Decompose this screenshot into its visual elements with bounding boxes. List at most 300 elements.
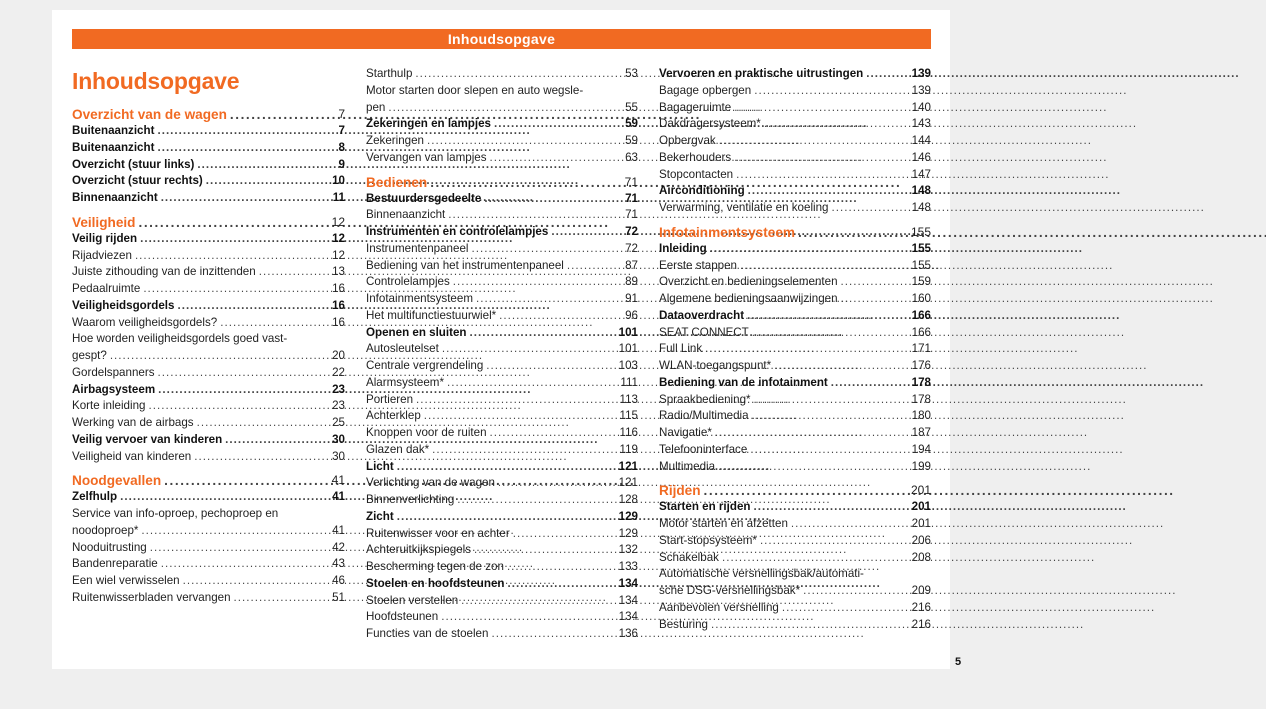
dot-leader (157, 123, 318, 140)
toc-page-number: 194 (911, 442, 931, 456)
toc-page-number: 155 (911, 241, 931, 255)
dot-leader (715, 425, 904, 442)
toc-entry[interactable] (366, 492, 638, 509)
toc-chapter[interactable] (659, 499, 931, 516)
toc-entry[interactable] (72, 556, 345, 573)
toc-entry-label: Start-stopsysteem* (659, 533, 757, 547)
toc-entry-label: Waarom veiligheidsgordels? (72, 315, 218, 329)
toc-page-number: 72 (625, 241, 638, 255)
toc-page-number: 178 (911, 392, 931, 406)
toc-page-number: 23 (332, 382, 345, 396)
toc-chapter[interactable] (72, 123, 345, 140)
toc-entry-label: Stoelen en hoofdsteunen (366, 576, 505, 590)
toc-entry[interactable] (659, 274, 931, 291)
dot-leader (734, 150, 904, 167)
toc-page-number: 139 (911, 83, 931, 97)
toc-section[interactable] (72, 106, 345, 123)
dot-leader (710, 241, 904, 258)
toc-entry-label: Ruitenwisserbladen vervangen (72, 590, 231, 604)
toc-entry[interactable] (659, 167, 931, 184)
toc-page-number: 7 (338, 124, 345, 137)
toc-page-number: 63 (625, 150, 638, 164)
toc-entry-label: Werking van de airbags (72, 416, 194, 429)
toc-entry-label: Veiligheidsgordels (72, 298, 175, 312)
toc-entry-label: Veiligheid van kinderen (72, 449, 192, 463)
toc-entry-label: Airconditioning (659, 184, 745, 198)
toc-entry[interactable] (659, 425, 931, 442)
dot-leader (427, 133, 611, 150)
dot-leader (447, 375, 611, 392)
dot-leader (736, 167, 904, 184)
toc-entry-label: Buitenaanzicht (72, 124, 155, 137)
dot-leader (718, 459, 904, 476)
dot-leader (774, 358, 904, 375)
toc-entry-label: Bekerhouders (659, 150, 732, 164)
toc-page-number: 103 (618, 359, 638, 372)
toc-entry-label: Buitenaanzicht (72, 140, 155, 154)
toc-entry-label: Overzicht (stuur rechts) (72, 174, 203, 188)
dot-leader (141, 523, 318, 540)
toc-column-1 (72, 106, 345, 607)
dot-leader (138, 214, 318, 231)
toc-entry[interactable] (72, 398, 345, 415)
toc-entry-label: Portieren (366, 392, 414, 406)
toc-entry-label: Pedaalruimte (72, 282, 141, 295)
toc-entry[interactable] (366, 241, 638, 258)
toc-page-number: 146 (911, 150, 931, 164)
toc-page-number: 180 (911, 409, 931, 423)
toc-page-number: 208 (911, 550, 931, 564)
dot-leader (722, 550, 904, 567)
toc-entry-label: Rijadviezen (72, 248, 132, 262)
dot-leader (259, 264, 318, 281)
toc-entry[interactable] (659, 617, 931, 634)
toc-entry-label: Glazen dak* (366, 442, 430, 456)
dot-leader (397, 459, 611, 476)
dot-leader (234, 590, 318, 607)
toc-page-number: 201 (911, 517, 931, 530)
toc-section[interactable] (659, 224, 931, 241)
toc-page-number: 216 (911, 600, 931, 614)
toc-entry[interactable] (659, 358, 931, 375)
toc-entry[interactable] (366, 274, 638, 291)
toc-entry[interactable] (659, 133, 931, 150)
toc-page-number: 16 (332, 282, 345, 295)
toc-entry-label: Inleiding (659, 241, 707, 255)
dot-leader (841, 291, 904, 308)
dot-leader (866, 66, 904, 83)
toc-entry-label: Controlelampjes (366, 275, 450, 289)
toc-page-number: 129 (618, 526, 638, 540)
dot-leader (513, 526, 611, 543)
toc-page-number: 72 (625, 225, 638, 238)
toc-entry-label: Bescherming tegen de zon (366, 560, 504, 573)
toc-entry[interactable] (659, 83, 931, 100)
toc-chapter[interactable] (72, 489, 345, 506)
toc-entry-line[interactable] (659, 566, 931, 583)
toc-entry-label: Opbergvak (659, 134, 716, 147)
dot-leader (183, 573, 318, 590)
toc-entry[interactable] (659, 291, 931, 308)
toc-entry[interactable] (72, 415, 345, 432)
toc-chapter[interactable] (659, 183, 931, 200)
dot-leader (754, 83, 904, 100)
toc-entry[interactable] (366, 258, 638, 275)
toc-entry-label: Radio/Multimedia (659, 409, 749, 423)
toc-page-number: 11 (332, 191, 345, 204)
toc-chapter[interactable] (72, 231, 345, 248)
dot-leader (750, 442, 904, 459)
toc-entry-label: Alarmsysteem* (366, 375, 444, 389)
toc-entry[interactable] (366, 559, 638, 576)
toc-chapter[interactable] (72, 140, 345, 157)
toc-page-number: 43 (332, 557, 345, 571)
toc-entry[interactable] (659, 116, 931, 133)
toc-chapter[interactable] (72, 382, 345, 399)
toc-entry-label: Bagageruimte (659, 100, 732, 114)
toc-chapter[interactable] (366, 325, 638, 342)
toc-entry-label: Zekeringen en lampjes (366, 117, 492, 131)
dot-leader (397, 509, 611, 526)
dot-leader (748, 183, 904, 200)
toc-entry[interactable] (659, 325, 931, 342)
toc-page-number: 22 (332, 365, 345, 379)
toc-section[interactable] (366, 174, 638, 191)
toc-entry[interactable] (659, 516, 931, 533)
toc-entry[interactable] (659, 258, 931, 275)
toc-page-number: 155 (910, 224, 931, 239)
dot-leader (143, 281, 318, 298)
toc-entry-label: Bedienen (366, 174, 428, 190)
toc-entry-label: Besturing (659, 617, 708, 631)
dot-leader (158, 365, 319, 382)
toc-entry[interactable] (366, 100, 638, 117)
toc-page-number: 41 (332, 490, 345, 504)
toc-entry[interactable] (72, 315, 345, 332)
toc-entry-label: Aanbevolen versnelling (659, 600, 779, 614)
toc-entry[interactable] (366, 542, 638, 559)
toc-page-number: 136 (618, 627, 638, 640)
toc-entry-label: Bediening van de infotainment (659, 375, 828, 389)
toc-page-number: 101 (618, 325, 638, 339)
dot-leader (752, 408, 904, 425)
dot-leader (507, 559, 611, 576)
toc-page-number: 128 (618, 493, 638, 506)
toc-entry-label: Infotainmentsysteem (659, 224, 795, 240)
toc-section[interactable] (72, 214, 345, 231)
header-bar (72, 29, 931, 49)
toc-entry[interactable] (659, 408, 931, 425)
toc-entry-label: Functies van de stoelen (366, 627, 489, 640)
toc-chapter[interactable] (366, 509, 638, 526)
toc-page-number: 134 (618, 593, 638, 607)
toc-entry[interactable] (366, 475, 638, 492)
toc-page-number: 13 (332, 265, 345, 279)
toc-entry[interactable] (659, 600, 931, 617)
dot-leader (448, 207, 611, 224)
toc-chapter[interactable] (366, 191, 638, 208)
toc-page-number: 134 (618, 576, 638, 590)
toc-chapter[interactable] (659, 241, 931, 258)
toc-entry[interactable] (72, 590, 345, 607)
toc-entry-label: Hoe worden veiligheidsgordels goed vast- (72, 332, 288, 346)
toc-page-number: 159 (911, 275, 931, 289)
toc-chapter[interactable] (366, 576, 638, 593)
toc-page-number: 139 (911, 67, 931, 80)
toc-entry-label: Service van info-oproep, pechoproep en (72, 507, 279, 520)
toc-page-number: 148 (911, 201, 931, 214)
toc-page-number: 41 (332, 523, 345, 537)
toc-entry[interactable] (366, 150, 638, 167)
toc-entry-label: Binnenaanzicht (72, 191, 158, 204)
page-title: Inhoudsopgave (72, 68, 240, 94)
dot-leader (194, 449, 318, 466)
toc-page-number: 71 (624, 174, 638, 189)
toc-page-number: 187 (911, 426, 931, 439)
toc-page-number: 178 (911, 375, 931, 389)
toc-page-number: 20 (332, 349, 345, 362)
toc-section[interactable] (659, 482, 931, 499)
toc-entry[interactable] (366, 425, 638, 442)
toc-entry[interactable] (72, 248, 345, 265)
toc-entry-label: Veiligheid (72, 214, 136, 230)
toc-entry-label: Vervoeren en praktische uitrustingen (659, 67, 864, 80)
dot-leader (476, 291, 611, 308)
dot-leader (494, 116, 611, 133)
dot-leader (453, 274, 611, 291)
toc-page-number: 59 (625, 134, 638, 147)
toc-page-number: 121 (618, 476, 638, 490)
toc-entry-label: sche DSG-versnellingsbak* (659, 584, 801, 597)
dot-leader (161, 190, 318, 207)
toc-entry[interactable] (72, 348, 345, 365)
toc-entry[interactable] (659, 341, 931, 358)
toc-page-number: 147 (911, 167, 931, 181)
toc-entry[interactable] (72, 281, 345, 298)
toc-entry-label: WLAN-toegangspunt* (659, 359, 772, 372)
dot-leader (734, 100, 904, 117)
toc-entry-label: Noodgevallen (72, 473, 162, 489)
toc-page-number: 12 (332, 248, 345, 262)
toc-page-number: 121 (618, 459, 638, 473)
toc-chapter[interactable] (72, 432, 345, 449)
dot-leader (120, 489, 318, 506)
toc-entry[interactable] (72, 264, 345, 281)
toc-entry-label: Starten en rijden (659, 500, 751, 514)
toc-page-number: 53 (625, 67, 638, 80)
toc-entry[interactable] (659, 533, 931, 550)
dot-leader (110, 348, 318, 365)
toc-entry-line[interactable] (366, 83, 638, 100)
toc-page-number: 113 (619, 392, 638, 406)
toc-entry[interactable] (366, 408, 638, 425)
dot-leader (148, 398, 318, 415)
toc-chapter[interactable] (366, 116, 638, 133)
toc-page-number: 132 (618, 543, 638, 557)
toc-entry[interactable] (366, 626, 638, 643)
toc-page-number: 16 (332, 298, 345, 312)
toc-entry[interactable] (366, 308, 638, 325)
toc-entry[interactable] (659, 200, 931, 217)
dot-leader (567, 258, 611, 275)
toc-entry[interactable] (659, 442, 931, 459)
toc-entry-label: Achterklep (366, 409, 421, 423)
dot-leader (711, 617, 904, 634)
toc-entry-label: Full Link (659, 342, 703, 356)
toc-page-number: 7 (338, 107, 345, 121)
toc-entry[interactable] (366, 207, 638, 224)
toc-page-number: 46 (332, 574, 345, 587)
toc-entry[interactable] (72, 573, 345, 590)
toc-column-3 (659, 66, 931, 633)
toc-page-number: 166 (911, 325, 931, 339)
dot-leader (753, 499, 904, 516)
toc-chapter[interactable] (72, 157, 345, 174)
dot-leader (719, 133, 904, 150)
toc-page-number: 96 (625, 308, 638, 322)
dot-leader (484, 191, 611, 208)
toc-entry-label: Nooduitrusting (72, 540, 147, 554)
toc-entry[interactable] (366, 609, 638, 626)
toc-chapter[interactable] (366, 224, 638, 241)
toc-page-number: 129 (618, 509, 638, 523)
dot-leader (157, 140, 318, 157)
dot-leader (782, 600, 904, 617)
toc-entry[interactable] (366, 133, 638, 150)
toc-entry-label: Binnenaanzicht (366, 208, 446, 222)
toc-page-number: 10 (332, 174, 345, 188)
dot-leader (747, 308, 904, 325)
toc-entry[interactable] (72, 523, 345, 540)
toc-entry-label: Stopcontacten (659, 167, 734, 181)
toc-entry[interactable] (366, 392, 638, 409)
toc-entry-label: Korte inleiding (72, 399, 146, 413)
toc-page-number: 133 (618, 560, 638, 573)
toc-page-number: 71 (625, 191, 638, 205)
toc-entry-label: Verwarming, ventilatie en koeling (659, 201, 829, 214)
toc-chapter[interactable] (72, 173, 345, 190)
toc-entry[interactable] (366, 375, 638, 392)
toc-entry-label: noodoproep* (72, 523, 139, 537)
toc-page-number: 206 (911, 533, 931, 547)
dot-leader (498, 475, 611, 492)
toc-entry-label: Veilig vervoer van kinderen (72, 432, 223, 446)
toc-page-number: 134 (618, 610, 638, 624)
dot-leader (486, 358, 611, 375)
toc-entry-label: Binnenverlichting (366, 493, 455, 506)
toc-entry[interactable] (659, 100, 931, 117)
dot-leader (791, 516, 904, 533)
toc-entry-label: Openen en sluiten (366, 325, 467, 339)
toc-entry[interactable] (659, 583, 931, 600)
toc-entry[interactable] (72, 365, 345, 382)
toc-entry[interactable] (366, 442, 638, 459)
toc-entry[interactable] (659, 550, 931, 567)
toc-entry[interactable] (72, 449, 345, 466)
toc-entry-label: Schakelbak (659, 550, 719, 564)
toc-page-number: 143 (911, 117, 931, 131)
toc-entry-label: Automatische versnellingsbak/automati- (659, 567, 864, 581)
toc-page-number: 111 (620, 375, 638, 389)
dot-leader (508, 576, 612, 593)
toc-entry-line[interactable] (72, 506, 345, 523)
dot-leader (705, 341, 904, 358)
dot-leader (388, 100, 611, 117)
toc-chapter[interactable] (72, 298, 345, 315)
toc-chapter[interactable] (659, 375, 931, 392)
dot-leader (220, 315, 318, 332)
dot-leader (841, 274, 904, 291)
dot-leader (158, 382, 318, 399)
toc-entry-label: Het multifunctiestuurwiel* (366, 308, 497, 322)
dot-leader (551, 224, 611, 241)
dot-leader (416, 392, 611, 409)
toc-chapter[interactable] (659, 308, 931, 325)
dot-leader (135, 248, 318, 265)
dot-leader (752, 325, 904, 342)
dot-leader (490, 150, 611, 167)
toc-entry[interactable] (366, 358, 638, 375)
toc-entry-label: Multimedia (659, 459, 716, 473)
toc-entry-line[interactable] (72, 331, 345, 348)
toc-entry-label: Overzicht (stuur links) (72, 157, 195, 171)
toc-entry[interactable] (366, 341, 638, 358)
dot-leader (798, 224, 904, 241)
toc-page-number: 140 (911, 100, 931, 114)
header-title: Inhoudsopgave (447, 31, 556, 47)
toc-entry[interactable] (366, 66, 638, 83)
toc-section[interactable] (72, 472, 345, 489)
toc-page-number: 160 (911, 292, 931, 305)
toc-page-number: 8 (338, 140, 345, 154)
toc-entry-label: Achteruitkijkspiegels (366, 543, 472, 557)
toc-page-number: 42 (332, 540, 345, 554)
toc-entry-label: Motor starten en afzetten (659, 517, 788, 530)
toc-entry[interactable] (366, 526, 638, 543)
toc-entry[interactable] (366, 593, 638, 610)
toc-entry-label: gespt? (72, 349, 107, 362)
toc-entry[interactable] (72, 540, 345, 557)
toc-entry[interactable] (366, 291, 638, 308)
toc-entry-label: Bediening van het instrumentenpaneel (366, 258, 564, 272)
dot-leader (760, 533, 904, 550)
toc-page-number: 91 (625, 292, 638, 305)
toc-chapter[interactable] (72, 190, 345, 207)
toc-entry-label: Knoppen voor de ruiten (366, 426, 487, 439)
dot-leader (197, 415, 318, 432)
toc-page-number: 87 (625, 258, 638, 272)
toc-chapter[interactable] (366, 459, 638, 476)
toc-page-number: 51 (332, 590, 345, 604)
dot-leader (432, 442, 611, 459)
toc-entry[interactable] (659, 459, 931, 476)
toc-entry-label: Centrale vergrendeling (366, 359, 484, 372)
toc-chapter[interactable] (659, 66, 931, 83)
dot-leader (764, 116, 904, 133)
dot-leader (230, 106, 318, 123)
dot-leader (704, 482, 904, 499)
toc-page-number: 23 (332, 399, 345, 413)
toc-page-number: 101 (618, 342, 638, 356)
toc-page-number: 201 (911, 500, 931, 514)
dot-leader (140, 231, 318, 248)
toc-entry-label: Instrumenten en controlelampjes (366, 225, 549, 238)
toc-entry[interactable] (659, 150, 931, 167)
toc-entry[interactable] (659, 392, 931, 409)
toc-entry-label: Infotainmentsysteem (366, 292, 473, 305)
toc-entry-label: Dataoverdracht (659, 308, 745, 322)
toc-entry-label: Bestuurdersgedeelte (366, 191, 482, 205)
